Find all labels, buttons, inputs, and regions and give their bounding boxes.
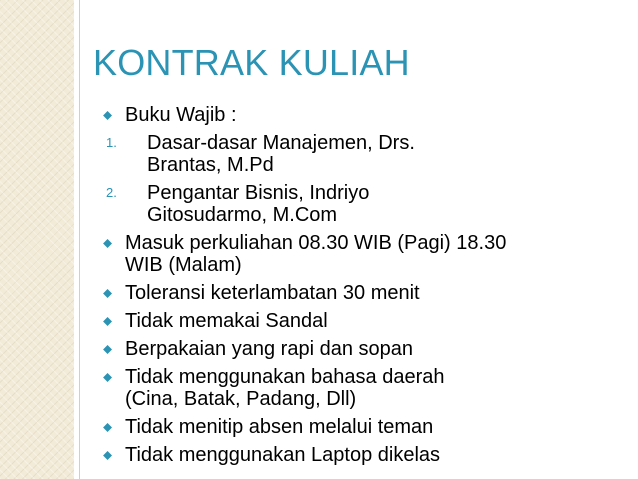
list-item-text-line1: Pengantar Bisnis, Indriyo [147, 182, 370, 204]
list-item-text: Berpakaian yang rapi dan sopan [125, 338, 413, 360]
list-item-text-line1: Tidak menggunakan bahasa daerah [125, 366, 445, 388]
list-item-text-line2: WIB (Malam) [125, 254, 242, 276]
list-number: 2. [106, 185, 117, 200]
list-item-text: Tidak menitip absen melalui teman [125, 416, 434, 438]
list-item-text-line1: Masuk perkuliahan 08.30 WIB (Pagi) 18.30 [125, 232, 507, 254]
list-number: 1. [106, 135, 117, 150]
list-item-text: Toleransi keterlambatan 30 menit [125, 282, 420, 304]
list-item-schedule [103, 232, 603, 276]
bullet-icon: ⬥ [103, 369, 113, 384]
list-item-text-line1: Dasar-dasar Manajemen, Drs. [147, 132, 415, 154]
list-item-language [103, 366, 603, 410]
decorative-side-panel [0, 0, 74, 479]
list-item-no-laptop [103, 444, 603, 466]
list-item-text-line2: Gitosudarmo, M.Com [147, 204, 338, 226]
list-item-text: Tidak memakai Sandal [125, 310, 328, 332]
bullet-icon: ⬥ [103, 419, 113, 434]
list-item-no-sandals [103, 310, 603, 332]
bullet-icon: ⬥ [103, 447, 113, 462]
bullet-icon: ⬥ [103, 341, 113, 356]
bullet-icon: ⬥ [103, 107, 113, 122]
list-item-buku-wajib [103, 104, 603, 126]
bullet-icon: ⬥ [103, 235, 113, 250]
list-item-book-2 [103, 182, 603, 226]
slide-title: KONTRAK KULIAH [93, 42, 410, 83]
list-item-attendance [103, 416, 603, 438]
list-item-text: Tidak menggunakan Laptop dikelas [125, 444, 441, 466]
list-item-book-1 [103, 132, 603, 176]
list-item-text-line2: (Cina, Batak, Padang, Dll) [125, 388, 357, 410]
bullet-icon: ⬥ [103, 285, 113, 300]
list-item-text-line2: Brantas, M.Pd [147, 154, 274, 176]
list-item-dress-code [103, 338, 603, 360]
bullet-icon: ⬥ [103, 313, 113, 328]
rules-list [103, 104, 603, 472]
list-item-text: Buku Wajib : [125, 104, 237, 126]
panel-divider-line [79, 0, 80, 479]
list-item-late-tolerance [103, 282, 603, 304]
